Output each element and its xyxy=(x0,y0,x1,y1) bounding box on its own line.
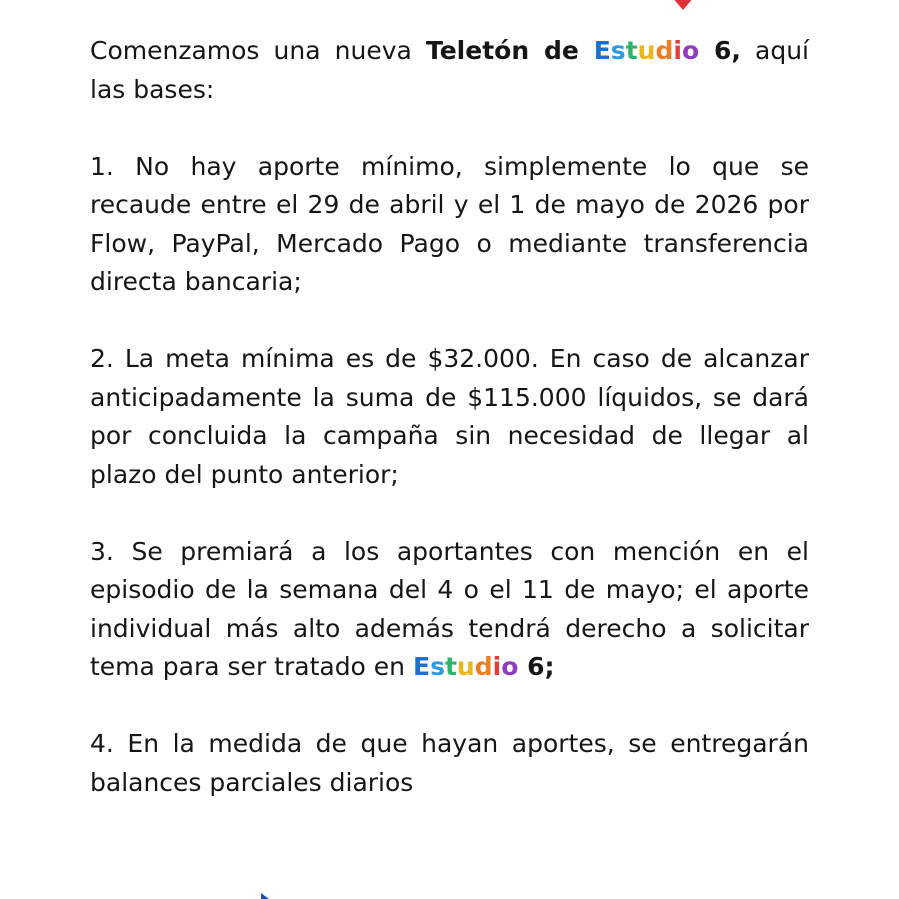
brand-letter: i xyxy=(492,652,502,681)
intro-suffix: aquí las bases: xyxy=(90,36,809,104)
brand-letter: o xyxy=(501,652,519,681)
rule-item-3 xyxy=(90,533,809,687)
heart-icon xyxy=(666,0,700,12)
intro-bold-text: Teletón de xyxy=(425,36,594,65)
rule-item-3-brand-suffix: 6; xyxy=(518,652,555,681)
rule-item-4: 4. En la medida de que hayan aportes, se entregarán balances parciales diarios xyxy=(90,729,809,797)
brand-name xyxy=(413,652,518,681)
intro-brand-suffix: 6, xyxy=(699,36,741,65)
rule-item-2: 2. La meta mínima es de $32.000. En caso de alcanzar anticipadamente la suma de $115.000 líquidos, se dará por concluida la campaña sin necesidad de llegar al plazo del punto anterior; xyxy=(90,344,809,489)
intro-prefix: Comenzamos una nueva xyxy=(90,36,426,65)
brand-letter: u xyxy=(456,652,475,681)
brand-letter: s xyxy=(610,36,626,65)
brand-letter: E xyxy=(412,652,431,681)
rules-text xyxy=(90,32,809,802)
brand-letter: u xyxy=(637,36,656,65)
brand-letter: s xyxy=(430,652,445,681)
brand-letter: t xyxy=(444,652,457,681)
brand-letter: d xyxy=(474,652,493,681)
brand-letter: d xyxy=(655,36,674,65)
brand-letter: t xyxy=(625,36,638,65)
brand-name xyxy=(594,36,699,65)
rule-item-1: 1. No hay aporte mínimo, simplemente lo que se recaude entre el 29 de abril y el 1 de mayo de 2026 por Flow, PayPal, Mercado Pago o mediante transferencia directa bancaria; xyxy=(90,151,809,296)
brand-letter: E xyxy=(593,36,611,65)
rule-item-3-text: 3. Se premiará a los aportantes con mención en el episodio de la semana del 4 o el 11 de mayo; el aporte individual más alto además tendrá derecho a solicitar tema para ser tratado en xyxy=(90,536,809,681)
triangle-mark-icon xyxy=(259,893,269,899)
brand-letter: i xyxy=(673,36,682,65)
intro-paragraph xyxy=(90,32,809,109)
brand-letter: o xyxy=(681,36,700,65)
